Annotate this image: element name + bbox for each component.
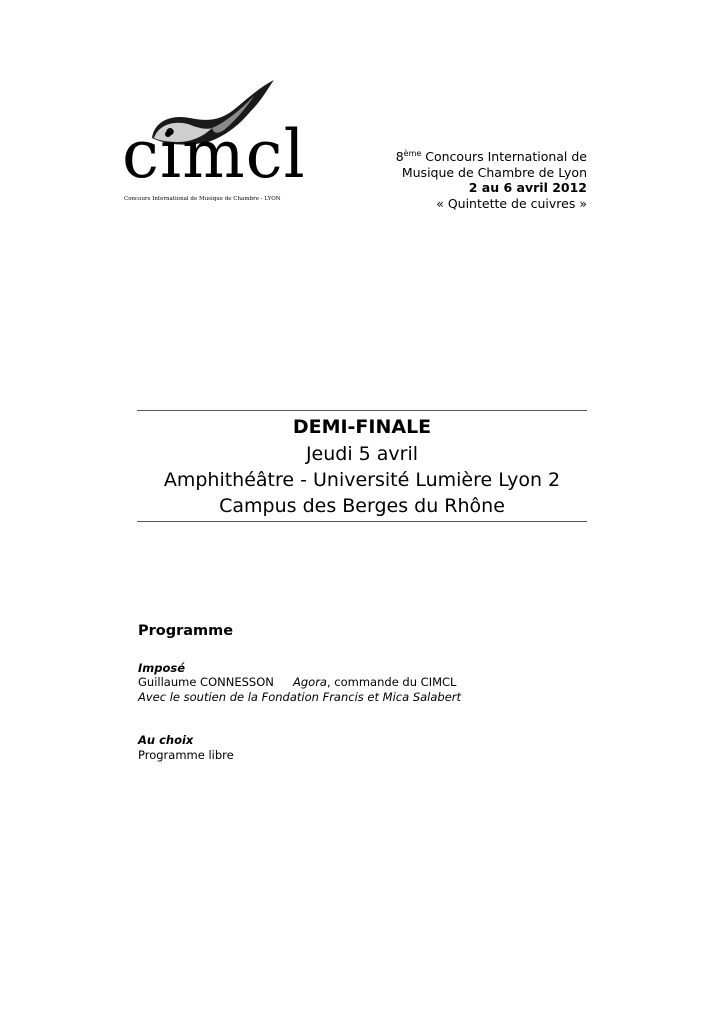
work-title: Agora xyxy=(293,675,327,689)
program-section xyxy=(138,624,461,762)
header-line1: 8ème Concours International de xyxy=(395,149,587,165)
logo-subtitle: Concours International de Musique de Chambre - LYON xyxy=(124,196,281,202)
event-title-block xyxy=(137,410,587,522)
event-venue: Amphithéâtre - Université Lumière Lyon 2 xyxy=(163,469,561,491)
event-campus: Campus des Berges du Rhône xyxy=(219,495,505,517)
header-line2: Musique de Chambre de Lyon xyxy=(401,164,587,180)
header-category: « Quintette de cuivres » xyxy=(436,195,587,211)
event-stage: DEMI-FINALE xyxy=(292,416,432,438)
program-title: Programme xyxy=(138,623,234,639)
impose-line xyxy=(138,675,461,690)
header-dates: 2 au 6 avril 2012 xyxy=(468,180,587,196)
choix-heading: Au choix xyxy=(138,733,194,747)
impose-heading: Imposé xyxy=(138,660,186,675)
competition-header xyxy=(396,146,587,211)
logo-wordmark: cimcl xyxy=(122,116,306,193)
work-note: , commande du CIMCL xyxy=(326,675,457,689)
edition-superscript: ème xyxy=(403,149,422,158)
cimcl-logo xyxy=(122,78,308,208)
composer-name: Guillaume CONNESSON xyxy=(138,675,274,689)
event-day: Jeudi 5 avril xyxy=(305,443,419,465)
support-note: Avec le soutien de la Fondation Francis et Mica Salabert xyxy=(138,689,462,704)
choix-text: Programme libre xyxy=(138,747,234,762)
